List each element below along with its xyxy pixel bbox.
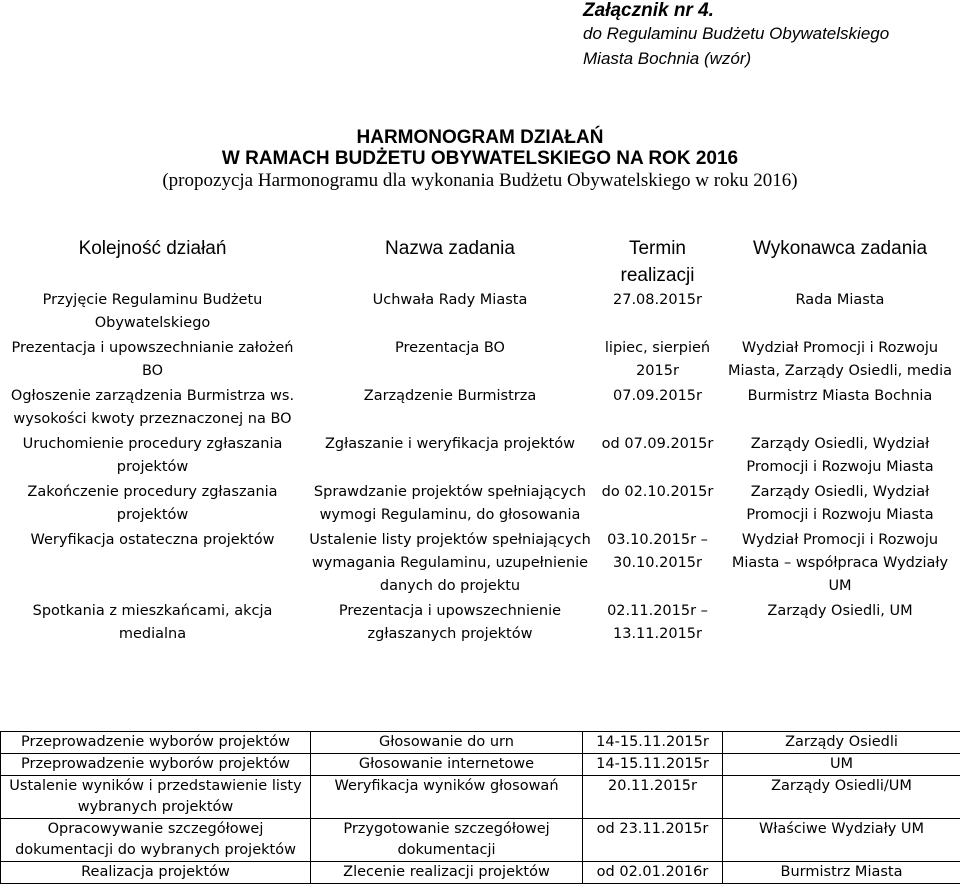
- cell-executor: Właściwe Wydziały UM: [723, 819, 960, 862]
- cell-order: Ustalenie wyników i przedstawienie listy wybranych projektów: [1, 776, 311, 819]
- cell-executor: Burmistrz Miasta Bochnia: [747, 388, 933, 404]
- cell-executor: Wydział Promocji i Rozwoju Miasta, Zarządy Osiedli, media: [728, 340, 952, 379]
- document-title-line2: W RAMACH BUDŻETU OBYWATELSKIEGO NA ROK 2016: [221, 148, 739, 169]
- cell-order: Weryfikacja ostateczna projektów: [30, 532, 275, 548]
- attachment-subtitle-line1: do Regulaminu Budżetu Obywatelskiego: [583, 24, 890, 43]
- cell-order: Opracowywanie szczegółowej dokumentacji do wybranych projektów: [1, 819, 311, 862]
- table-row: [0, 529, 960, 600]
- table-row: [1, 819, 960, 862]
- table-row: [1, 862, 960, 884]
- table-row: [1, 754, 960, 776]
- table-row: [0, 433, 960, 481]
- table-row: [0, 481, 960, 529]
- cell-executor: Zarządy Osiedli/UM: [723, 776, 960, 819]
- cell-executor: Zarządy Osiedli, Wydział Promocji i Rozwoju Miasta: [746, 484, 934, 523]
- document-subtitle: (propozycja Harmonogramu dla wykonania Budżetu Obywatelskiego w roku 2016): [162, 170, 798, 191]
- cell-executor: UM: [723, 754, 960, 776]
- cell-order: Zakończenie procedury zgłaszania projektów: [27, 484, 278, 523]
- cell-executor: Zarządy Osiedli, Wydział Promocji i Rozwoju Miasta: [746, 436, 934, 475]
- attachment-title: Załącznik nr 4.: [583, 0, 714, 21]
- cell-order: Przeprowadzenie wyborów projektów: [1, 732, 311, 754]
- cell-task-name: Głosowanie do urn: [311, 732, 583, 754]
- cell-executor: Zarządy Osiedli, UM: [767, 603, 913, 619]
- cell-executor: Rada Miasta: [795, 292, 885, 308]
- header-task-name: Nazwa zadania: [385, 238, 515, 259]
- document-heading: [0, 127, 960, 192]
- cell-deadline: do 02.10.2015r: [601, 484, 714, 500]
- cell-task-name: Prezentacja BO: [395, 340, 505, 356]
- cell-order: Prezentacja i upowszechnianie założeń BO: [11, 340, 294, 379]
- cell-order: Uruchomienie procedury zgłaszania projektów: [22, 436, 283, 475]
- cell-deadline: 07.09.2015r: [613, 388, 702, 404]
- table-row: [0, 600, 960, 648]
- header-executor: Wykonawca zadania: [752, 238, 928, 259]
- cell-deadline: lipiec, sierpień 2015r: [604, 340, 711, 379]
- cell-executor: Wydział Promocji i Rozwoju Miasta – współpraca Wydziały UM: [731, 532, 949, 594]
- table-row: [0, 289, 960, 337]
- cell-deadline: od 07.09.2015r: [601, 436, 714, 452]
- attachment-header: [583, 0, 889, 71]
- schedule-table: [0, 235, 960, 648]
- cell-order: Przeprowadzenie wyborów projektów: [1, 754, 311, 776]
- cell-executor: Burmistrz Miasta: [723, 862, 960, 884]
- cell-task-name: Zlecenie realizacji projektów: [311, 862, 583, 884]
- cell-task-name: Sprawdzanie projektów spełniających wymogi Regulaminu, do głosowania: [313, 484, 587, 523]
- cell-deadline: 14-15.11.2015r: [583, 754, 723, 776]
- document-title: HARMONOGRAM DZIAŁAŃ: [356, 127, 604, 148]
- cell-task-name: Zgłaszanie i weryfikacja projektów: [324, 436, 576, 452]
- cell-deadline: od 23.11.2015r: [583, 819, 723, 862]
- header-deadline: Termin realizacji: [620, 238, 695, 286]
- cell-order: Realizacja projektów: [1, 862, 311, 884]
- cell-order: Ogłoszenie zarządzenia Burmistrza ws. wysokości kwoty przeznaczonej na BO: [10, 388, 295, 427]
- schedule-table-header-row: [0, 235, 960, 289]
- cell-task-name: Głosowanie internetowe: [311, 754, 583, 776]
- cell-task-name: Przygotowanie szczegółowej dokumentacji: [311, 819, 583, 862]
- table-row: [1, 776, 960, 819]
- cell-deadline: 20.11.2015r: [583, 776, 723, 819]
- cell-deadline: 02.11.2015r – 13.11.2015r: [607, 603, 708, 642]
- cell-deadline: 14-15.11.2015r: [583, 732, 723, 754]
- attachment-subtitle-line2: Miasta Bochnia (wzór): [583, 49, 752, 68]
- cell-executor: Zarządy Osiedli: [723, 732, 960, 754]
- cell-deadline: 27.08.2015r: [613, 292, 702, 308]
- cell-task-name: Prezentacja i upowszechnienie zgłaszanych projektów: [338, 603, 562, 642]
- cell-order: Spotkania z mieszkańcami, akcja medialna: [32, 603, 273, 642]
- cell-deadline: od 02.01.2016r: [583, 862, 723, 884]
- table-row: [0, 337, 960, 385]
- voting-schedule-table: [0, 731, 960, 884]
- header-order: Kolejność działań: [78, 238, 227, 259]
- cell-deadline: 03.10.2015r – 30.10.2015r: [607, 532, 708, 571]
- cell-task-name: Uchwała Rady Miasta: [372, 292, 528, 308]
- cell-order: Przyjęcie Regulaminu Budżetu Obywatelskiego: [42, 292, 263, 331]
- cell-task-name: Zarządzenie Burmistrza: [363, 388, 537, 404]
- table-row: [1, 732, 960, 754]
- cell-task-name: Ustalenie listy projektów spełniających wymagania Regulaminu, uzupełnienie danych do projektu: [309, 532, 591, 594]
- cell-task-name: Weryfikacja wyników głosowań: [311, 776, 583, 819]
- table-row: [0, 385, 960, 433]
